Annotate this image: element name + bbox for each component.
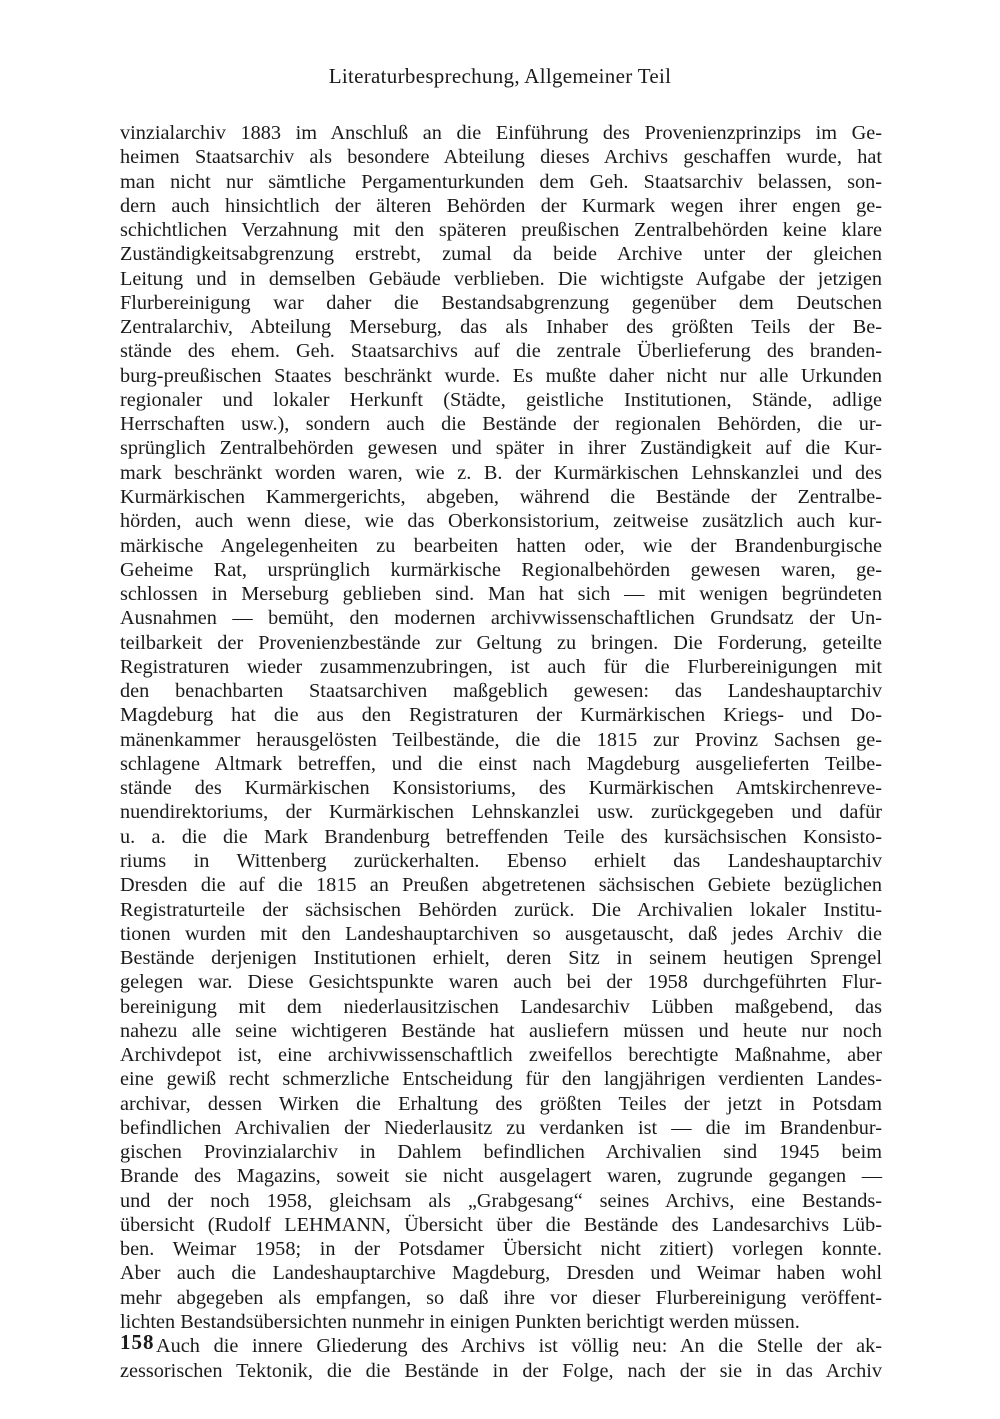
text-line: Bestände derjenigen Institutionen erhielt, deren Sitz in seinem heutigen Sprengel (120, 947, 882, 970)
text-line: Herrschaften usw.), sondern auch die Bestände der regionalen Behörden, die ur- (120, 413, 882, 436)
text-line: Kurmärkischen Kammergerichts, abgeben, während die Bestände der Zentralbe- (120, 485, 882, 508)
text-line: schlossen in Merseburg geblieben sind. Man hat sich — mit wenigen begründeten (120, 583, 882, 606)
body-text (120, 121, 882, 1383)
text-line: Auch die innere Gliederung des Archivs ist völlig neu: An die Stelle der ak- (156, 1335, 882, 1358)
text-line: Geheime Rat, ursprünglich kurmärkische Regionalbehörden gewesen waren, ge- (120, 558, 882, 581)
text-line: lichten Bestandsübersichten nunmehr in einigen Punkten berichtigt werden müssen. (120, 1311, 800, 1334)
text-line: heimen Staatsarchiv als besondere Abteilung dieses Archivs geschaffen wurde, hat (120, 146, 882, 169)
text-line: bereinigung mit dem niederlausitzischen Landesarchiv Lübben maßgebend, das (120, 995, 882, 1018)
text-line: mänenkammer herausgelösten Teilbestände, die die 1815 zur Provinz Sachsen ge- (120, 728, 882, 751)
text-line: riums in Wittenberg zurückerhalten. Ebenso erhielt das Landeshauptarchiv (120, 849, 882, 872)
text-line: stände des Kurmärkischen Konsistoriums, des Kurmärkischen Amtskirchenreve- (120, 777, 882, 800)
text-line: Magdeburg hat die aus den Registraturen der Kurmärkischen Kriegs- und Do- (120, 704, 882, 727)
text-line: Dresden die auf die 1815 an Preußen abgetretenen sächsischen Gebiete bezüglichen (120, 874, 882, 897)
text-line: nahezu alle seine wichtigeren Bestände hat ausliefern müssen und heute nur noch (120, 1019, 882, 1042)
text-line: Aber auch die Landeshauptarchive Magdeburg, Dresden und Weimar haben wohl (120, 1262, 882, 1285)
text-line: eine gewiß recht schmerzliche Entscheidung für den langjährigen verdienten Landes- (120, 1068, 882, 1091)
text-line: regionaler und lokaler Herkunft (Städte, geistliche Institutionen, Stände, adlige (120, 388, 882, 411)
text-line: dern auch hinsichtlich der älteren Behörden der Kurmark wegen ihrer engen ge- (120, 194, 882, 217)
text-line: mark beschränkt worden waren, wie z. B. der Kurmärkischen Lehnskanzlei und des (120, 461, 882, 484)
text-line: Zuständigkeitsabgrenzung erstrebt, zumal da beide Archive unter der gleichen (120, 243, 882, 266)
text-line: nuendirektoriums, der Kurmärkischen Lehnskanzlei usw. zurückgegeben und dafür (120, 801, 882, 824)
text-line: stände des ehem. Geh. Staatsarchivs auf die zentrale Überlieferung des branden- (120, 340, 882, 363)
text-line: gelegen war. Diese Gesichtspunkte waren auch bei der 1958 durchgeführten Flur- (120, 971, 882, 994)
text-line: Ausnahmen — bemüht, den modernen archivwissenschaftlichen Grundsatz der Un- (120, 607, 882, 630)
text-line: zessorischen Tektonik, die die Bestände in der Folge, nach der sie in das Archiv (120, 1359, 882, 1382)
text-line: burg-preußischen Staates beschränkt wurde. Es mußte daher nicht nur alle Urkunden (120, 364, 882, 387)
text-line: ben. Weimar 1958; in der Potsdamer Übersicht nicht zitiert) vorlegen konnte. (120, 1238, 882, 1261)
text-line: Leitung und in demselben Gebäude verblieben. Die wichtigste Aufgabe der jetzigen (120, 267, 882, 290)
text-line: Registraturen wieder zusammenzubringen, ist auch für die Flurbereinigungen mit (120, 655, 882, 678)
text-line: tionen wurden mit den Landeshauptarchiven so ausgetauscht, daß jedes Archiv die (120, 922, 882, 945)
text-line: übersicht (Rudolf LEHMANN, Übersicht über die Bestände des Landesarchivs Lüb- (120, 1213, 882, 1236)
text-line: Brande des Magazins, soweit sie nicht ausgelagert waren, zugrunde gegangen — (120, 1165, 882, 1188)
text-line: befindlichen Archivalien der Niederlausitz zu verdanken ist — die im Brandenbur- (120, 1116, 882, 1139)
text-line: schichtlichen Verzahnung mit den späteren preußischen Zentralbehörden keine klare (120, 219, 882, 242)
text-line: Zentralarchiv, Abteilung Merseburg, das als Inhaber des größten Teils der Be- (120, 316, 882, 339)
text-line: hörden, auch wenn diese, wie das Oberkonsistorium, zeitweise zusätzlich auch kur- (120, 510, 882, 533)
text-line: u. a. die die Mark Brandenburg betreffenden Teile des kursächsischen Konsisto- (120, 825, 882, 848)
text-line: Flurbereinigung war daher die Bestandsabgrenzung gegenüber dem Deutschen (120, 291, 882, 314)
text-line: mehr abgegeben als empfangen, so daß ihre vor dieser Flurbereinigung veröffent- (120, 1286, 882, 1309)
text-line: den benachbarten Staatsarchiven maßgeblich gewesen: das Landeshauptarchiv (120, 680, 882, 703)
page-number: 158 (120, 1330, 155, 1354)
text-line: vinzialarchiv 1883 im Anschluß an die Einführung des Provenienzprinzips im Ge- (120, 122, 882, 144)
running-head: Literaturbesprechung, Allgemeiner Teil (328, 64, 672, 88)
text-line: archivar, dessen Wirken die Erhaltung des größten Teiles der jetzt in Potsdam (120, 1092, 882, 1115)
text-line: märkische Angelegenheiten zu bearbeiten hatten oder, wie der Brandenburgische (120, 534, 882, 557)
text-line: Registraturteile der sächsischen Behörden zurück. Die Archivalien lokaler Institu- (120, 898, 882, 921)
text-line: gischen Provinzialarchiv in Dahlem befindlichen Archivalien sind 1945 beim (120, 1141, 882, 1164)
text-line: teilbarkeit der Provenienzbestände zur Geltung zu bringen. Die Forderung, geteilte (120, 631, 882, 654)
text-line: Archivdepot ist, eine archivwissenschaftlich zweifellos berechtigte Maßnahme, aber (120, 1044, 882, 1067)
text-line: schlagene Altmark betreffen, und die einst nach Magdeburg ausgelieferten Teilbe- (120, 752, 882, 775)
text-line: und der noch 1958, gleichsam als „Grabgesang“ seines Archivs, eine Bestands- (120, 1189, 882, 1212)
text-line: man nicht nur sämtliche Pergamenturkunden dem Geh. Staatsarchiv belassen, son- (120, 170, 882, 193)
text-line: sprünglich Zentralbehörden gewesen und später in ihrer Zuständigkeit auf die Kur- (120, 437, 882, 460)
